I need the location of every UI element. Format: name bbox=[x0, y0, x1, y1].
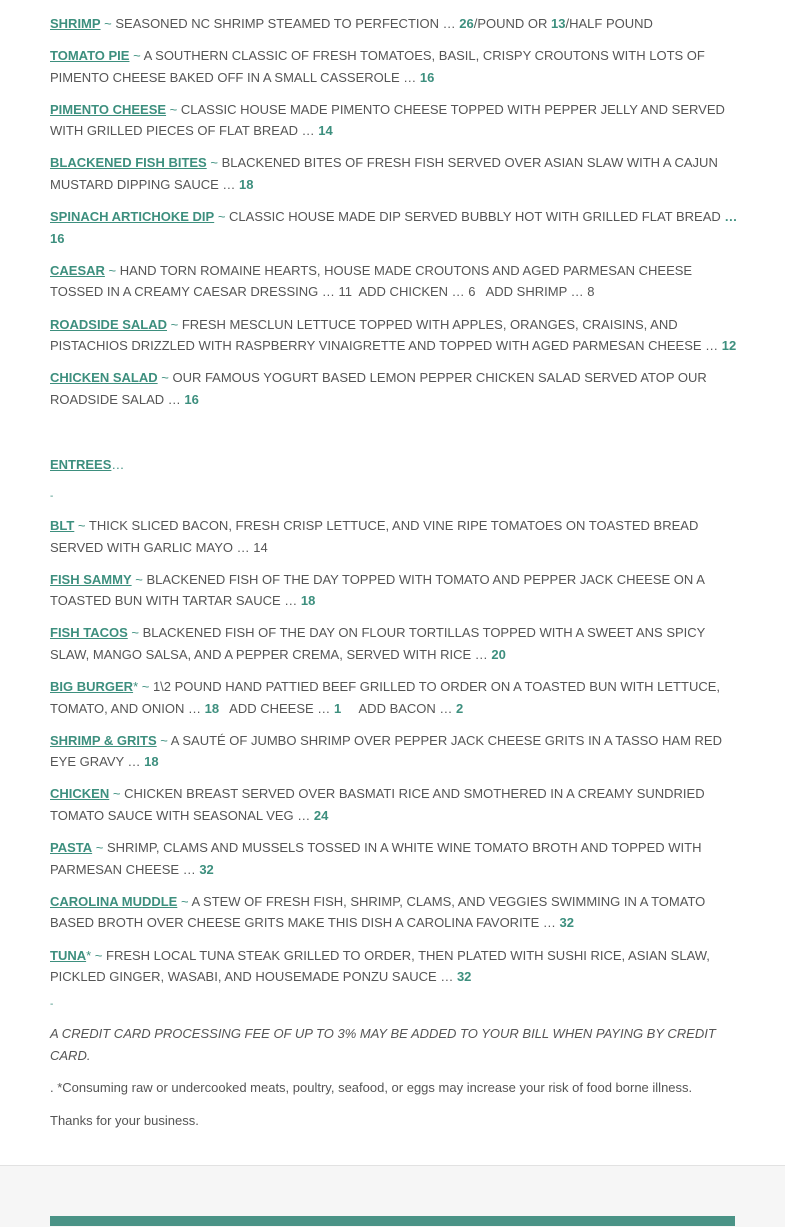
entrees-heading-suffix: … bbox=[111, 457, 125, 473]
entree-list bbox=[50, 515, 740, 988]
menu-item-description: BLACKENED FISH OF THE DAY TOPPED WITH TOMATO AND PEPPER JACK CHEESE ON A TOASTED BUN WITH TARTAR SAUCE bbox=[50, 571, 705, 609]
menu-item-name[interactable]: SHRIMP & GRITS bbox=[50, 732, 157, 748]
menu-item-description: A STEW OF FRESH FISH, SHRIMP, CLAMS, AND VEGGIES SWIMMING IN A TOMATO BASED BROTH OVER CHEESE GRITS MAKE THIS DISH A CAROLINA FAVORITE bbox=[50, 893, 706, 931]
menu-item-price-text: … bbox=[436, 969, 457, 985]
menu-item-description: BLACKENED BITES OF FRESH FISH SERVED OVER ASIAN SLAW WITH A CAJUN MUSTARD DIPPING SAUCE bbox=[50, 155, 718, 193]
separator-tilde: ~ bbox=[167, 316, 182, 332]
separator-tilde: ~ bbox=[92, 840, 107, 856]
separator-tilde: ~ bbox=[156, 732, 171, 748]
menu-item-price: 24 bbox=[313, 808, 329, 824]
menu-item-price-text: … bbox=[218, 177, 240, 193]
menu-item-name[interactable]: PASTA bbox=[50, 840, 93, 856]
menu-item-name[interactable]: FISH TACOS bbox=[50, 625, 128, 641]
menu-item bbox=[50, 314, 740, 357]
menu-item bbox=[50, 45, 740, 88]
menu-item-price: …16 bbox=[50, 209, 738, 246]
menu-item-price-text: ADD CHEESE … bbox=[219, 700, 334, 716]
menu-item-price-text: … bbox=[298, 123, 319, 139]
menu-item bbox=[50, 945, 740, 988]
menu-item-description: SEASONED NC SHRIMP STEAMED TO PERFECTION bbox=[115, 16, 440, 31]
menu-item-price-text: … bbox=[280, 593, 301, 609]
menu-item-name[interactable]: PIMENTO CHEESE bbox=[50, 101, 167, 117]
menu-item-price-text: … bbox=[293, 808, 314, 824]
menu-item-name[interactable]: ROADSIDE SALAD bbox=[50, 316, 168, 332]
menu-item-price: 18 bbox=[144, 754, 159, 770]
menu-item-name[interactable]: CAESAR bbox=[50, 262, 105, 278]
menu-item bbox=[50, 730, 740, 773]
menu-item-price: 18 bbox=[239, 177, 254, 193]
menu-item bbox=[50, 891, 740, 934]
entrees-heading-link[interactable]: ENTREES bbox=[50, 457, 112, 473]
menu-item-description: THICK SLICED BACON, FRESH CRISP LETTUCE, AND VINE RIPE TOMATOES ON TOASTED BREAD SERVED WITH GARLIC MAYO bbox=[50, 518, 699, 555]
appetizer-list bbox=[50, 13, 740, 410]
separator-tilde: ~ bbox=[131, 571, 147, 587]
separator-tilde: ~ bbox=[104, 262, 120, 278]
menu-item-price-text: … bbox=[399, 69, 420, 85]
menu-item-name[interactable]: CHICKEN SALAD bbox=[50, 370, 158, 386]
menu-item-price: 32 bbox=[559, 915, 574, 931]
menu-item-description: CLASSIC HOUSE MADE DIP SERVED BUBBLY HOT WITH GRILLED FLAT BREAD bbox=[229, 209, 721, 225]
menu-item-price: 2 bbox=[456, 700, 464, 716]
divider-dash: - bbox=[50, 999, 54, 1011]
menu-item-price: 13 bbox=[551, 16, 566, 31]
menu-item-price-text: … 14 bbox=[233, 539, 268, 555]
menu-item-name[interactable]: BLT bbox=[50, 518, 75, 533]
consumption-warning: . *Consuming raw or undercooked meats, poultry, seafood, or eggs may increase your risk of food borne illness. bbox=[50, 1080, 693, 1096]
thanks-message: Thanks for your business. bbox=[50, 1112, 199, 1128]
menu-item-price-text: … bbox=[179, 861, 200, 877]
menu-item-price: 26 bbox=[459, 16, 474, 31]
menu-item-price-text: … bbox=[701, 338, 722, 354]
menu-item-price-text: … 11 ADD CHICKEN … 6 ADD SHRIMP … 8 bbox=[318, 284, 595, 300]
separator-tilde: ~ bbox=[157, 370, 173, 386]
menu-item-price-text: … bbox=[164, 391, 185, 407]
credit-card-notice: A CREDIT CARD PROCESSING FEE OF UP TO 3% MAY BE ADDED TO YOUR BILL WHEN PAYING BY CREDIT CARD. bbox=[50, 1026, 716, 1063]
menu-item-price: 32 bbox=[199, 861, 214, 877]
menu-item-description: OUR FAMOUS YOGURT BASED LEMON PEPPER CHICKEN SALAD SERVED ATOP OUR ROADSIDE SALAD bbox=[50, 370, 707, 407]
menu-item-name[interactable]: TOMATO PIE bbox=[50, 48, 130, 64]
separator-tilde: ~ bbox=[166, 101, 181, 117]
menu-item bbox=[50, 152, 740, 195]
menu-item-name[interactable]: SPINACH ARTICHOKE DIP bbox=[50, 209, 215, 225]
menu-item-name[interactable]: CAROLINA MUDDLE bbox=[50, 893, 178, 909]
separator-tilde: ~ bbox=[206, 155, 222, 171]
separator-tilde: ~ bbox=[91, 947, 106, 963]
footer-bar bbox=[50, 1216, 735, 1226]
menu-item bbox=[50, 515, 740, 558]
menu-item-description: A SOUTHERN CLASSIC OF FRESH TOMATOES, BASIL, CRISPY CROUTONS WITH LOTS OF PIMENTO CHEESE BAKED OFF IN A SMALL CASSEROLE bbox=[50, 48, 705, 85]
separator-tilde: ~ bbox=[100, 16, 116, 31]
menu-item-description: CHICKEN BREAST SERVED OVER BASMATI RICE AND SMOTHERED IN A CREAMY SUNDRIED TOMATO SAUCE WITH SEASONAL VEG bbox=[50, 786, 705, 824]
menu-item bbox=[50, 260, 740, 303]
menu-item-price-text: … bbox=[123, 754, 145, 770]
menu-item-description: FRESH LOCAL TUNA STEAK GRILLED TO ORDER, THEN PLATED WITH SUSHI RICE, ASIAN SLAW, PICKLED GINGER, WASABI, AND HOUSEMADE PONZU SAUCE bbox=[50, 947, 710, 985]
menu-item bbox=[50, 837, 740, 880]
menu-item-name[interactable]: BIG BURGER bbox=[50, 679, 134, 695]
entrees-heading bbox=[50, 454, 740, 476]
separator-tilde: ~ bbox=[74, 518, 89, 533]
menu-item bbox=[50, 569, 740, 612]
menu-item-name[interactable]: BLACKENED FISH BITES bbox=[50, 155, 207, 171]
separator-tilde: ~ bbox=[109, 786, 125, 802]
menu-item-price-text: /HALF POUND bbox=[565, 16, 653, 31]
menu-item-description: SHRIMP, CLAMS AND MUSSELS TOSSED IN A WHITE WINE TOMATO BROTH AND TOPPED WITH PARMESAN CHEESE bbox=[50, 840, 702, 877]
menu-item-price-text: … bbox=[439, 16, 460, 31]
menu-item-price: 18 bbox=[204, 700, 220, 716]
separator-tilde: ~ bbox=[177, 893, 192, 909]
menu-item-description: CLASSIC HOUSE MADE PIMENTO CHEESE TOPPED WITH PEPPER JELLY AND SERVED WITH GRILLED PIECES OF FLAT BREAD bbox=[50, 101, 725, 139]
menu-item-price: 32 bbox=[456, 969, 472, 985]
menu-item bbox=[50, 13, 740, 35]
menu-item-price: 12 bbox=[721, 338, 737, 354]
menu-item-price: 16 bbox=[419, 69, 435, 85]
menu-item-price-text: … bbox=[184, 700, 205, 716]
menu-item bbox=[50, 206, 740, 249]
menu-item-price: 1 bbox=[333, 700, 342, 716]
menu-item-name[interactable]: CHICKEN bbox=[50, 786, 110, 802]
menu-content bbox=[50, 13, 740, 1143]
menu-item-description: A SAUTÉ OF JUMBO SHRIMP OVER PEPPER JACK CHEESE GRITS IN A TASSO HAM RED EYE GRAVY bbox=[50, 732, 722, 770]
menu-item-price-text: ADD BACON … bbox=[341, 700, 457, 716]
separator-tilde: ~ bbox=[138, 679, 153, 695]
menu-item-description: BLACKENED FISH OF THE DAY ON FLOUR TORTILLAS TOPPED WITH A SWEET ANS SPICY SLAW, MANGO SALSA, AND A PEPPER CREMA, SERVED WITH RICE bbox=[50, 625, 706, 662]
menu-item-name[interactable]: TUNA bbox=[50, 947, 87, 963]
menu-item-price-text: … bbox=[471, 646, 492, 662]
menu-item bbox=[50, 367, 740, 410]
menu-item-price-text: /POUND OR bbox=[473, 16, 552, 31]
menu-item-description: FRESH MESCLUN LETTUCE TOPPED WITH APPLES, ORANGES, CRAISINS, AND PISTACHIOS DRIZZLED WITH RASPBERRY VINAIGRETTE AND TOPPED WITH AGED PARMESAN CHEESE bbox=[50, 316, 702, 354]
separator-tilde: ~ bbox=[127, 625, 143, 641]
menu-item-price: 14 bbox=[318, 123, 333, 139]
menu-item-name[interactable]: FISH SAMMY bbox=[50, 571, 132, 587]
menu-item-price: 16 bbox=[184, 391, 199, 407]
menu-item-price: 20 bbox=[491, 646, 506, 662]
menu-item bbox=[50, 99, 740, 142]
separator-tilde: ~ bbox=[214, 209, 230, 225]
menu-item-description: 1\2 POUND HAND PATTIED BEEF GRILLED TO ORDER ON A TOASTED BUN WITH LETTUCE, TOMATO, AND ONION bbox=[50, 679, 721, 716]
raw-warning-asterisk: * bbox=[133, 679, 139, 695]
raw-warning-asterisk: * bbox=[86, 947, 92, 963]
menu-item-price: 18 bbox=[300, 593, 316, 609]
menu-item-price-text: … bbox=[539, 915, 560, 931]
menu-item bbox=[50, 676, 740, 719]
menu-item bbox=[50, 783, 740, 826]
menu-item-description: HAND TORN ROMAINE HEARTS, HOUSE MADE CROUTONS AND AGED PARMESAN CHEESE TOSSED IN A CREAMY CAESAR DRESSING bbox=[50, 262, 693, 300]
separator-tilde: ~ bbox=[129, 48, 144, 64]
divider-dash: - bbox=[50, 491, 54, 502]
menu-item-name[interactable]: SHRIMP bbox=[50, 16, 101, 31]
menu-item bbox=[50, 622, 740, 665]
